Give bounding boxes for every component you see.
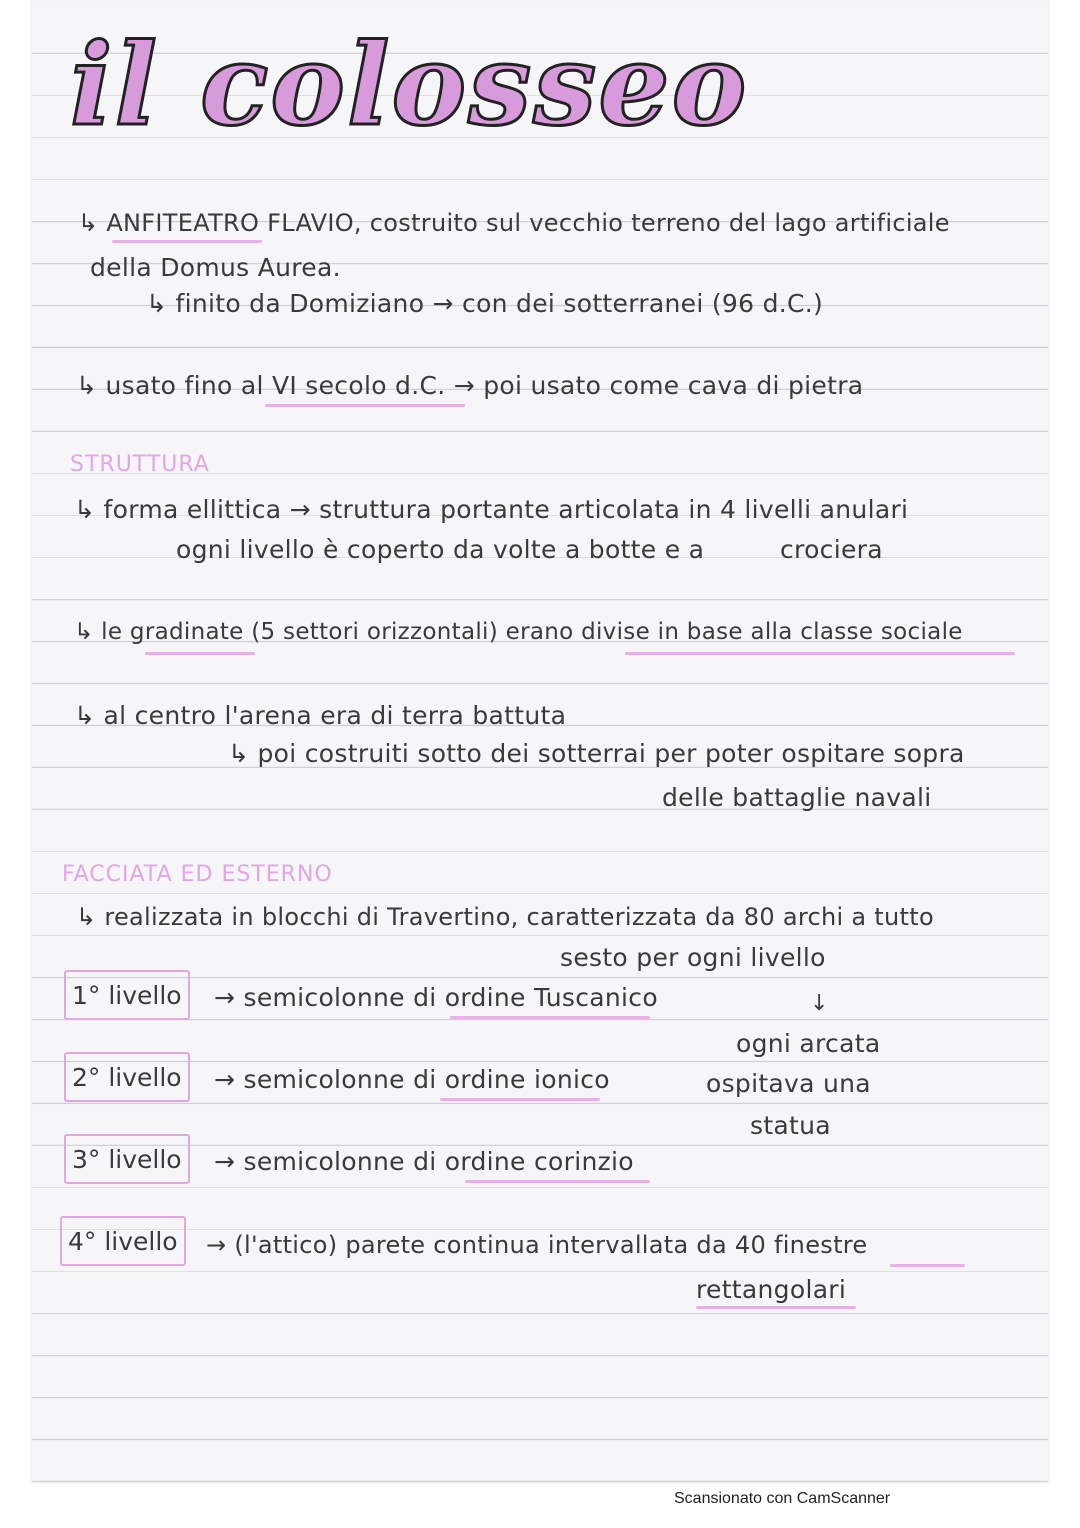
page-title: il colosseo [70, 20, 749, 151]
struttura-line-1: ↳ forma ellittica → struttura portante articolata in 4 livelli anulari [74, 495, 909, 524]
struttura-line-3: ↳ le gradinate (5 settori orizzontali) erano divise in base alla classe sociale [74, 619, 963, 645]
side-note-line-2: ospitava una [706, 1069, 871, 1098]
underline [625, 652, 1015, 655]
level-label-3: 3° livello [64, 1134, 190, 1184]
intro-line-2: della Domus Aurea. [90, 253, 341, 282]
side-note-line-1: ogni arcata [736, 1029, 881, 1058]
struttura-line-2: ogni livello è coperto da volte a botte e a [176, 535, 705, 564]
footer-watermark: Scansionato con CamScanner [674, 1490, 891, 1507]
level-label-2: 2° livello [64, 1052, 190, 1102]
level-text-1: → semicolonne di ordine Tuscanico [214, 983, 658, 1012]
underline [440, 1098, 600, 1101]
side-note-line-3: statua [750, 1111, 831, 1140]
underline [465, 1180, 650, 1183]
underline [145, 652, 255, 655]
level-text-4-cont: rettangolari [696, 1275, 847, 1304]
underline [265, 404, 465, 407]
struttura-line-4: ↳ al centro l'arena era di terra battuta [74, 701, 567, 730]
level-label-4: 4° livello [60, 1216, 186, 1266]
level-text-3: → semicolonne di ordine corinzio [214, 1147, 634, 1176]
struttura-line-2-end: crociera [780, 535, 883, 564]
section-heading-facciata: FACCIATA ED ESTERNO [62, 862, 333, 887]
side-note-arrow: ↓ [810, 991, 829, 1016]
level-text-4: → (l'attico) parete continua intervallata da 40 finestre [206, 1231, 868, 1259]
intro-line-1: ↳ ANFITEATRO FLAVIO, costruito sul vecchio terreno del lago artificiale [78, 209, 950, 237]
underline [696, 1306, 856, 1309]
intro-line-3: ↳ finito da Domiziano → con dei sotterranei (96 d.C.) [146, 289, 824, 318]
level-label-1: 1° livello [64, 970, 190, 1020]
underline [112, 240, 262, 243]
underline [450, 1016, 650, 1019]
underline [890, 1264, 965, 1267]
facciata-line-1: ↳ realizzata in blocchi di Travertino, caratterizzata da 80 archi a tutto [76, 903, 934, 931]
intro-line-4: ↳ usato fino al VI secolo d.C. → poi usato come cava di pietra [76, 371, 864, 400]
facciata-line-2: sesto per ogni livello [560, 943, 826, 972]
level-text-2: → semicolonne di ordine ionico [214, 1065, 610, 1094]
struttura-line-5: ↳ poi costruiti sotto dei sotterrai per poter ospitare sopra [228, 739, 965, 768]
section-heading-struttura: STRUTTURA [70, 452, 210, 477]
struttura-line-6: delle battaglie navali [662, 783, 932, 812]
